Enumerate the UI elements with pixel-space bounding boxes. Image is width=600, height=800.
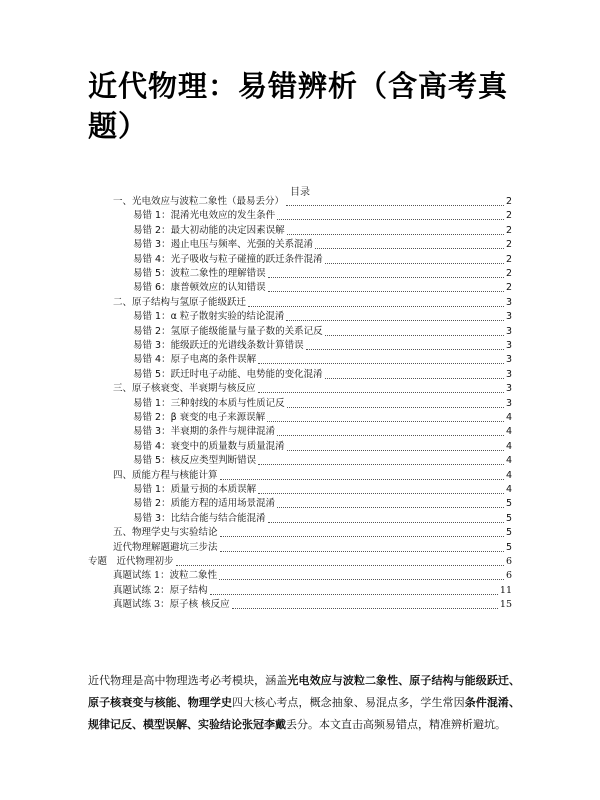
- toc-leader-dots: [258, 464, 504, 465]
- toc-entry[interactable]: [113, 584, 512, 598]
- toc-leader-dots: [325, 335, 504, 336]
- toc-entry-label: 易错 1：混淆光电效应的发生条件: [133, 210, 276, 222]
- toc-entry[interactable]: [113, 569, 512, 583]
- toc-leader-dots: [210, 594, 498, 595]
- toc-entry[interactable]: [113, 296, 512, 310]
- toc-leader-dots: [277, 219, 504, 220]
- toc-entry-label: 真题试练 3：原子核 核反应: [113, 599, 230, 611]
- toc-leader-dots: [219, 579, 504, 580]
- toc-entry-page: 2: [505, 268, 512, 279]
- toc-entry[interactable]: [113, 598, 512, 612]
- toc-entry-page: 2: [505, 210, 512, 222]
- toc-leader-dots: [232, 608, 498, 609]
- toc-entry[interactable]: [133, 425, 512, 439]
- toc-leader-dots: [287, 407, 504, 408]
- toc-entry-label: 易错 6：康普顿效应的认知错误: [133, 282, 266, 294]
- intro-text-1: 近代物理是高中物理选考必考模块，涵盖: [88, 674, 288, 687]
- toc-leader-dots: [268, 522, 504, 523]
- toc-entry-label: 易错 3：比结合能与结合能混淆: [133, 512, 266, 524]
- toc-entry-label: 易错 4：原子电离的条件误解: [133, 354, 257, 366]
- toc-entry-label: 五、物理学史与实验结论: [113, 527, 218, 539]
- toc-entry-page: 5: [505, 527, 512, 539]
- toc-entry-label: 易错 3：遏止电压与频率、光强的关系混淆: [133, 239, 314, 251]
- intro-bold-2: 条件混淆、规律记反、模型误解、实验结论张冠李戴: [88, 696, 521, 731]
- toc-entry-label: 易错 4：光子吸收与粒子碰撞的跃迁条件混淆: [133, 253, 323, 265]
- toc-leader-dots: [267, 421, 504, 422]
- toc-entry-label: 易错 3：半衰期的条件与规律混淆: [133, 426, 276, 438]
- toc-leader-dots: [258, 392, 504, 393]
- toc-leader-dots: [220, 479, 504, 480]
- toc-entry-page: 2: [505, 224, 512, 236]
- toc-leader-dots: [220, 536, 504, 537]
- intro-bold-1: 光电效应与波粒二象性、原子结构与能级跃迁、原子核衰变与核能、物理学史: [88, 674, 520, 709]
- toc-entry[interactable]: [133, 310, 512, 324]
- toc-entry[interactable]: [133, 339, 512, 353]
- toc-entry[interactable]: [133, 209, 512, 223]
- toc-entry[interactable]: [133, 353, 512, 367]
- toc-leader-dots: [325, 263, 504, 264]
- toc-entry-label: 易错 4：衰变中的质量数与质量混淆: [133, 440, 285, 452]
- toc-heading: 目录: [290, 187, 310, 198]
- toc-entry-page: 4: [505, 412, 512, 423]
- toc-entry-page: 3: [505, 383, 512, 395]
- toc-entry[interactable]: [113, 195, 512, 209]
- toc-leader-dots: [277, 507, 504, 508]
- toc-leader-dots: [268, 291, 504, 292]
- toc-entry-label: 一、光电效应与波粒二象性（最易丢分）: [113, 196, 285, 207]
- toc-entry-page: 3: [505, 397, 512, 409]
- toc-entry-page: 15: [499, 599, 512, 611]
- toc-leader-dots: [287, 234, 504, 235]
- toc-entry-page: 3: [505, 325, 512, 337]
- toc-leader-dots: [286, 320, 504, 321]
- intro-text-3: 丢分。本文直击高频易错点，精准辨析避坑。: [286, 718, 506, 731]
- toc-entry-label: 易错 2：氢原子能级能量与量子数的关系记反: [133, 325, 323, 337]
- toc-leader-dots: [258, 493, 504, 494]
- toc-entry[interactable]: [133, 281, 512, 295]
- toc-entry-label: 真题试练 1：波粒二象性: [113, 570, 218, 582]
- toc-entry-label: 真题试练 2：原子结构: [113, 584, 208, 596]
- toc-entry-page: 4: [505, 440, 512, 452]
- toc-entry-label: 易错 3：能级跃迁的光谱线条数计算错误: [133, 340, 304, 351]
- toc-entry[interactable]: [133, 397, 512, 411]
- toc-entry[interactable]: [133, 325, 512, 339]
- toc-entry[interactable]: [133, 497, 512, 511]
- toc-entry[interactable]: [113, 526, 512, 540]
- toc-entry-page: 5: [505, 512, 512, 524]
- intro-paragraph: [88, 670, 520, 736]
- toc-entry-label: 三、原子核衰变、半衰期与核反应: [113, 383, 256, 395]
- toc-entry-label: 易错 5：跃迁时电子动能、电势能的变化混淆: [133, 368, 323, 380]
- toc-entry-page: 6: [505, 556, 512, 567]
- toc-entry[interactable]: [133, 483, 512, 497]
- toc-entry-label: 易错 1：质量亏损的本质误解: [133, 484, 257, 495]
- toc-entry-label: 专题 近代物理初步: [88, 556, 174, 567]
- toc-entry-page: 3: [505, 354, 512, 366]
- document-title: 近代物理：易错辨析（含高考真题）: [88, 69, 509, 143]
- toc-entry-label: 易错 1：α 粒子散射实验的结论混淆: [133, 311, 285, 323]
- toc-leader-dots: [176, 565, 504, 566]
- toc-entry[interactable]: [113, 382, 512, 396]
- toc-entry-page: 4: [505, 484, 512, 495]
- toc-entry-page: 2: [505, 253, 512, 265]
- toc-entry-page: 4: [505, 469, 512, 481]
- toc-entry-page: 3: [505, 296, 512, 308]
- toc-entry-label: 易错 2：β 衰变的电子来源误解: [133, 412, 266, 423]
- toc-entry[interactable]: [133, 411, 512, 425]
- toc-entry[interactable]: [133, 224, 512, 238]
- toc-entry-page: 5: [505, 541, 512, 553]
- toc-leader-dots: [286, 205, 504, 206]
- toc-entry-page: 3: [505, 368, 512, 380]
- toc-entry[interactable]: [133, 238, 512, 252]
- toc-entry-label: 易错 2：质能方程的适用场景混淆: [133, 498, 276, 510]
- toc-entry-label: 易错 2：最大初动能的决定因素误解: [133, 224, 285, 236]
- toc-entry[interactable]: [113, 541, 512, 555]
- toc-leader-dots: [268, 277, 504, 278]
- toc-entry-label: 四、质能方程与核能计算: [113, 469, 218, 481]
- toc-entry-page: 4: [505, 455, 512, 467]
- toc-entry-page: 11: [499, 584, 512, 596]
- toc-entry[interactable]: [88, 555, 512, 569]
- toc-leader-dots: [258, 363, 504, 364]
- toc-entry-label: 易错 5：核反应类型判断错误: [133, 455, 257, 467]
- toc-leader-dots: [325, 378, 504, 379]
- toc-entry-page: 4: [505, 426, 512, 438]
- toc-leader-dots: [248, 306, 504, 307]
- toc-entry[interactable]: [133, 267, 512, 281]
- toc-leader-dots: [220, 551, 504, 552]
- toc-entry-page: 6: [505, 570, 512, 582]
- toc-entry-label: 易错 1：三种射线的本质与性质记反: [133, 397, 285, 409]
- toc-entry-page: 2: [505, 239, 512, 251]
- toc-leader-dots: [287, 450, 504, 451]
- toc-leader-dots: [306, 349, 504, 350]
- intro-text-2: 四大核心考点，概念抽象、易混点多，学生常因: [232, 696, 465, 709]
- toc-leader-dots: [277, 435, 504, 436]
- toc-entry[interactable]: [133, 454, 512, 468]
- toc-entry-page: 5: [505, 498, 512, 510]
- toc-entry[interactable]: [133, 512, 512, 526]
- toc-entry[interactable]: [113, 469, 512, 483]
- toc-entry-label: 近代物理解题避坑三步法: [113, 541, 218, 553]
- toc-entry-page: 2: [505, 196, 512, 207]
- toc-leader-dots: [315, 248, 504, 249]
- toc-entry[interactable]: [133, 368, 512, 382]
- toc-entry-page: 3: [505, 311, 512, 323]
- toc-entry-label: 易错 5：波粒二象性的理解错误: [133, 268, 266, 279]
- toc-entry[interactable]: [133, 253, 512, 267]
- toc-entry-page: 2: [505, 282, 512, 294]
- toc-entry-label: 二、原子结构与氢原子能级跃迁: [113, 296, 247, 308]
- toc-entry-page: 3: [505, 340, 512, 351]
- toc-entry[interactable]: [133, 440, 512, 454]
